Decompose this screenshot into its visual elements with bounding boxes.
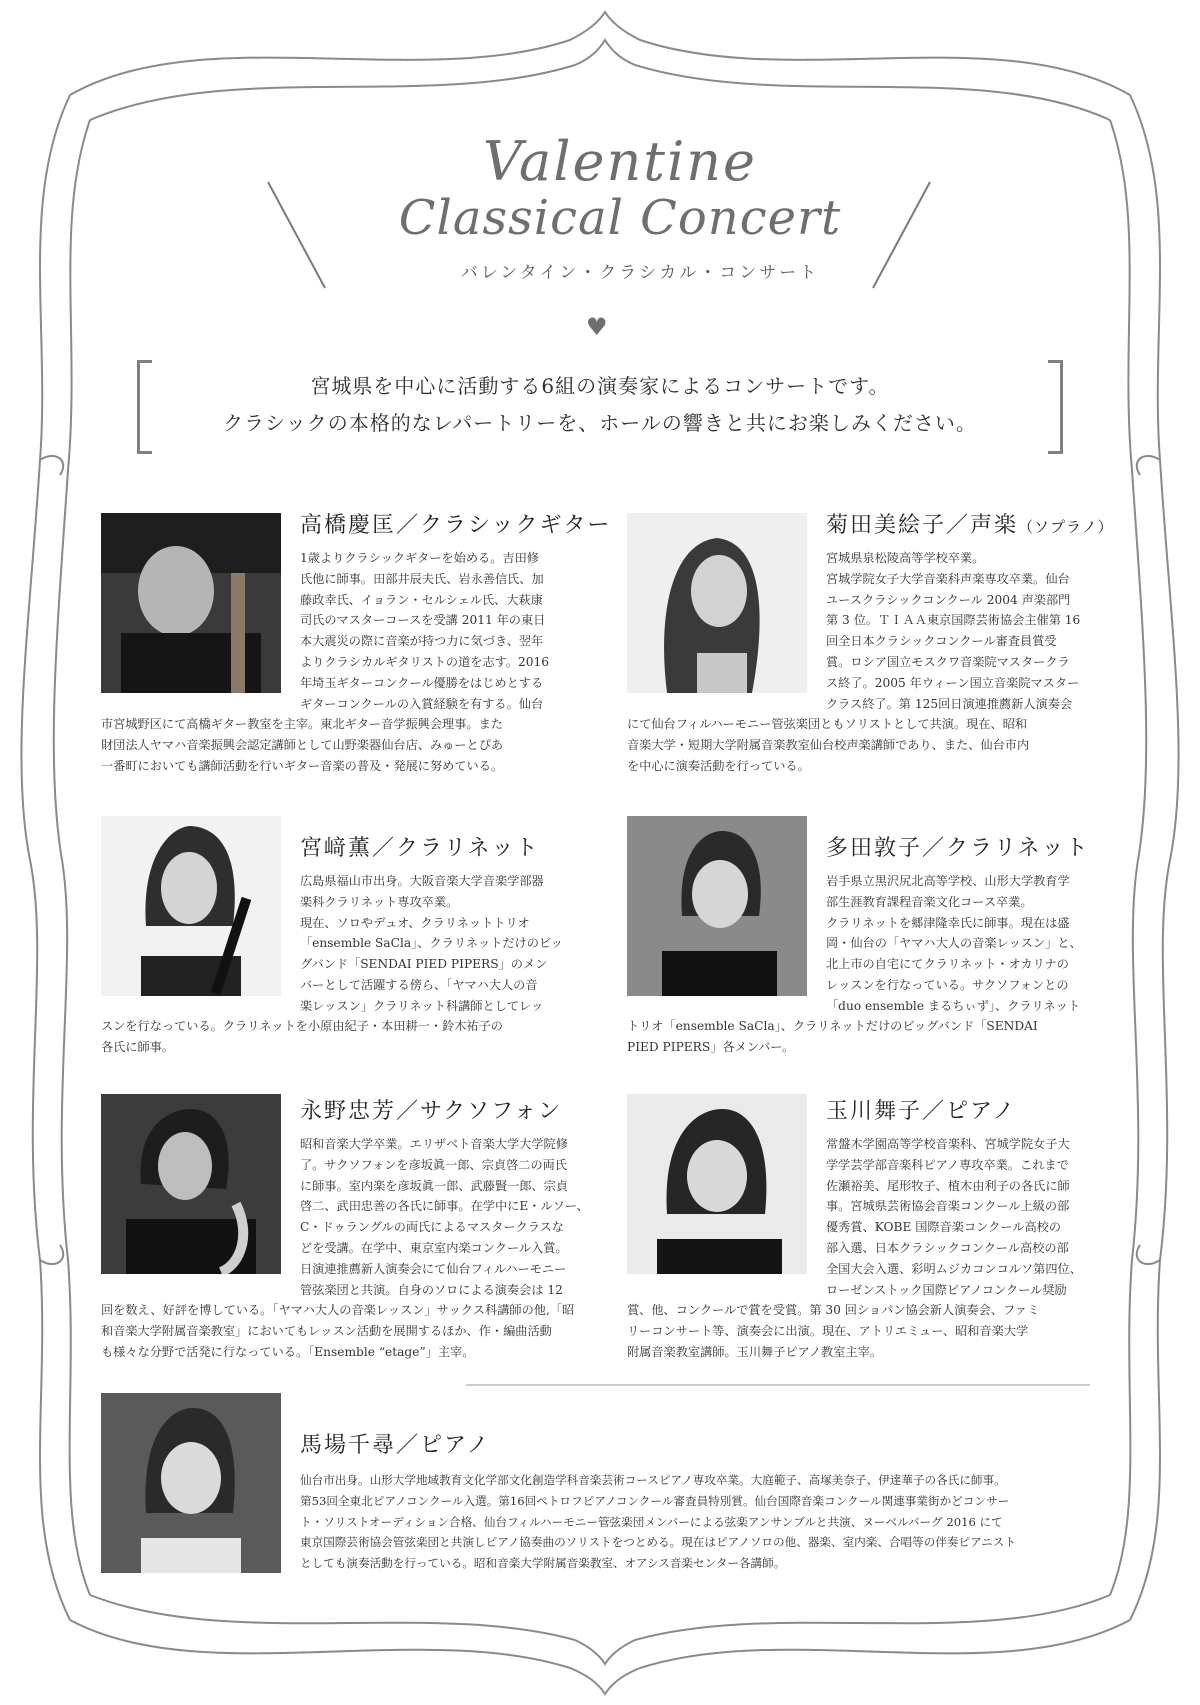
- bio-line: 全国大会入選、彩明ムジカコンコルソ第四位、: [826, 1261, 1082, 1276]
- bio-line: 「ensemble SaCla」、クラリネットだけのビッ: [300, 936, 563, 951]
- title-line-2: Classical Concert: [398, 190, 842, 246]
- bio-line: 佐瀬裕美、尾形牧子、植木由利子の各氏に師: [826, 1178, 1070, 1193]
- bio-line: 賞。ロシア国立モスクワ音楽院マスタークラ: [826, 654, 1070, 669]
- bio-line: 楽科クラリネット専攻卒業。: [300, 894, 459, 909]
- performer-name: [826, 508, 1114, 539]
- bio-line: 藤政幸氏、イョラン・セルシェル氏、大萩康: [300, 592, 543, 607]
- bio-line: グバンド「SENDAI PIED PIPERS」のメン: [300, 957, 548, 972]
- bio-line: 年埼玉ギターコンクール優勝をはじめとする: [300, 675, 544, 690]
- bio-line: クラリネットを郷津隆幸氏に師事。現在は盛: [826, 915, 1070, 930]
- performer-bio: [300, 548, 549, 714]
- performer-bio-continued: [627, 1016, 1038, 1058]
- bio-line: 管弦楽団と共演。自身のソロによる演奏会は 12: [300, 1282, 563, 1297]
- performer-bio: [826, 871, 1082, 1017]
- performer-bio-continued: [101, 714, 503, 776]
- bio-line: 啓二、武田忠善の各氏に師事。在学中にE・ルソー、: [300, 1199, 589, 1214]
- performer-name: 玉川舞子／ピアノ: [826, 1099, 1017, 1124]
- bio-line: 回全日本クラシックコンクール審査員賞受: [826, 634, 1057, 649]
- bio-line: トリオ「ensemble SaCla」、クラリネットだけのビッグバンド「SENDAI: [627, 1019, 1038, 1033]
- intro-text: [140, 368, 1060, 442]
- performer-photo: [627, 513, 807, 693]
- bio-line: 宮城学院女子大学音楽科声楽専攻卒業。仙台: [826, 571, 1070, 586]
- bio-line: レッスンを行なっている。サクソフォンとの: [826, 977, 1069, 992]
- subtitle-katakana: バレンタイン・クラシカル・コンサート: [460, 263, 820, 283]
- bio-line: クラス終了。第 125回日演連推薦新人演奏会: [826, 696, 1073, 711]
- bio-line: 学学芸学部音楽科ピアノ専攻卒業。これまで: [826, 1157, 1069, 1172]
- bio-line: 日演連推薦新人演奏会にて仙台フィルハーモニー: [300, 1261, 567, 1276]
- bio-line: よりクラシカルギタリストの道を志す。2016: [300, 654, 550, 669]
- performer-bio-continued: [627, 714, 1029, 776]
- bio-line: 昭和音楽大学卒業。エリザベト音楽大学大学院修: [300, 1137, 568, 1151]
- performer-photo: [101, 1094, 281, 1274]
- bio-line: 司氏のマスターコースを受講 2011 年の東日: [300, 613, 546, 628]
- bio-line: 回を数え、好評を博している。「ヤマハ大人の音楽レッスン」サックス科講師の他,「昭: [101, 1303, 575, 1317]
- bio-line: 本大震災の際に音楽が持つ力に気づき、翌年: [300, 634, 544, 649]
- bio-line: 現在、ソロやデュオ、クラリネットトリオ: [300, 915, 530, 930]
- performer-photo: [101, 816, 281, 996]
- bio-line: 楽レッスン」クラリネット科講師としてレッ: [300, 998, 544, 1013]
- bio-line: 優秀賞、KOBE 国際音楽コンクール高校の: [826, 1220, 1062, 1235]
- bio-line: も様々な分野で活発に行なっている。「Ensemble “etage”」主宰。: [101, 1344, 475, 1359]
- bio-line: 第 3 位。ＴＩＡＡ東京国際芸術協会主催第 16: [826, 613, 1081, 628]
- bio-line: ト・ソリストオーディション合格、仙台フィルハーモニー管弦楽団メンバーによる弦楽アンサンブルと共演、ヌーベルバーグ 2016 にて: [300, 1514, 1003, 1529]
- bio-line: 各氏に師事。: [101, 1039, 175, 1054]
- heart-icon: ♥: [586, 313, 608, 341]
- bio-line: ギターコンクールの入賞経験を有する。仙台: [300, 696, 544, 711]
- performer-bio-continued: [627, 1300, 1039, 1362]
- bio-line: 北上市の自宅にてクラリネット・オカリナの: [826, 957, 1069, 972]
- name-sub: （ソプラノ）: [1018, 518, 1114, 536]
- bio-line: 賞、他、コンクールで賞を受賞。第 30 回ショパン協会新人演奏会、ファミ: [627, 1303, 1040, 1317]
- performer-bio: [300, 1470, 1016, 1574]
- performer-bio-continued: [101, 1300, 574, 1362]
- bio-line: PIED PIPERS」各メンバー。: [627, 1039, 795, 1054]
- bio-line: ス終了。2005 年ウィーン国立音楽院マスター: [826, 675, 1080, 690]
- bio-line: 財団法人ヤマハ音楽振興会認定講師として山野楽器仙台店、みゅーとぴあ: [101, 737, 504, 752]
- bio-line: 東京国際芸術協会管弦楽団と共演しピアノ協奏曲のソリストをつとめる。現在はピアノソロの他、器楽、室内楽、合唱等の伴奏ピアニスト: [300, 1535, 1016, 1550]
- bio-line: 岡・仙台の「ヤマハ大人の音楽レッスン」と、: [826, 936, 1082, 951]
- bio-line: バーとして活躍する傍ら、「ヤマハ大人の音: [300, 977, 538, 992]
- bio-line: ローゼンストック国際ピアノコンクール奨励: [826, 1282, 1067, 1297]
- intro-line: 宮城県を中心に活動する6組の演奏家によるコンサートです。: [310, 374, 890, 398]
- performer-bio: [826, 548, 1080, 714]
- bio-line: 了。サクソフォンを彦坂眞一郎、宗貞啓二の両氏: [300, 1157, 568, 1172]
- name-main: 菊田美絵子／声楽: [826, 513, 1019, 538]
- performer-name: 宮﨑薫／クラリネット: [300, 836, 540, 861]
- bio-line: 「duo ensemble まるちぃず」、クラリネット: [826, 998, 1081, 1013]
- performer-photo: [627, 1094, 807, 1274]
- bio-line: 市宮城野区にて高橋ギター教室を主宰。東北ギター音学振興会理事。また: [101, 717, 503, 731]
- bio-line: 一番町においても講師活動を行いギター音楽の普及・発展に努めている。: [101, 758, 504, 773]
- performer-name: 多田敦子／クラリネット: [826, 836, 1090, 861]
- performer-photo: [101, 513, 281, 693]
- bio-line: 事。宮城県芸術協会音楽コンクール上級の部: [826, 1199, 1070, 1214]
- bio-line: 常盤木学園高等学校音楽科、宮城学院女子大: [826, 1137, 1070, 1151]
- performer-name: 馬場千尋／ピアノ: [300, 1433, 491, 1458]
- bio-line: に師事。室内楽を彦坂眞一郎、武藤賢一郎、宗貞: [300, 1178, 569, 1193]
- bio-line: 第53回全東北ピアノコンクール入選。第16回ペトロフピアノコンクール審査員特別賞。仙台国際音楽コンクール関連事業街かどコンサー: [300, 1493, 1010, 1508]
- title-line-1: Valentine: [483, 130, 757, 193]
- bio-line: 仙台市出身。山形大学地域教育文化学部文化創造学科音楽芸術コースピアノ専攻卒業。大庭範子、高塚美奈子、伊達華子の各氏に師事。: [300, 1473, 1006, 1487]
- performer-name: 高橋慶匡／クラシックギター: [300, 513, 612, 538]
- performer-photo: [627, 816, 807, 996]
- bio-line: 部入選、日本クラシックコンクール高校の部: [826, 1240, 1069, 1255]
- bio-line: 和音楽大学附属音楽教室」においてもレッスン活動を展開するほか、作・編曲活動: [101, 1323, 552, 1338]
- performer-bio: [300, 1134, 589, 1300]
- bio-line: C・ドゥラングルの両氏によるマスタークラスな: [300, 1220, 564, 1235]
- bio-line: 岩手県立黒沢尻北高等学校、山形大学教育学: [826, 874, 1070, 888]
- bio-line: 部生涯教育課程音楽文化コース卒業。: [826, 894, 1033, 909]
- intro-line: クラシックの本格的なレパートリーを、ホールの響きと共にお楽しみください。: [223, 411, 977, 435]
- bio-line: 宮城県泉松陵高等学校卒業。: [826, 551, 985, 565]
- performer-photo: [101, 1393, 281, 1573]
- bio-line: 広島県福山市出身。大阪音楽大学音楽学部器: [300, 874, 544, 888]
- performer-name: 永野忠芳／サクソフォン: [300, 1099, 563, 1124]
- bio-line: 氏他に師事。田部井辰夫氏、岩永善信氏、加: [300, 571, 544, 586]
- performer-bio: [826, 1134, 1082, 1300]
- bio-line: を中心に演奏活動を行っている。: [627, 758, 810, 773]
- performer-bio: [300, 871, 563, 1017]
- bio-line: 附属音楽教室講師。玉川舞子ピアノ教室主宰。: [627, 1344, 882, 1359]
- bio-line: 1歳よりクラシックギターを始める。吉田修: [300, 551, 539, 565]
- bio-line: 音楽大学・短期大学附属音楽教室仙台校声楽講師であり、また、仙台市内: [627, 737, 1030, 752]
- bio-line: リーコンサート等、演奏会に出演。現在、アトリエミュー、昭和音楽大学: [627, 1323, 1029, 1338]
- performer-bio-continued: [101, 1016, 503, 1058]
- bio-line: にて仙台フィルハーモニー管弦楽団ともソリストとして共演。現在、昭和: [627, 717, 1028, 731]
- bio-line: スンを行なっている。クラリネットを小原由紀子・本田耕一・鈴木祐子の: [101, 1019, 503, 1033]
- bio-line: としても演奏活動を行っている。昭和音楽大学附属音楽教室、オアシス音楽センター各講師。: [300, 1556, 786, 1571]
- bio-line: ユースクラシックコンクール 2004 声楽部門: [826, 592, 1071, 607]
- bio-line: どを受講。在学中、東京室内楽コンクール入賞。: [300, 1240, 568, 1255]
